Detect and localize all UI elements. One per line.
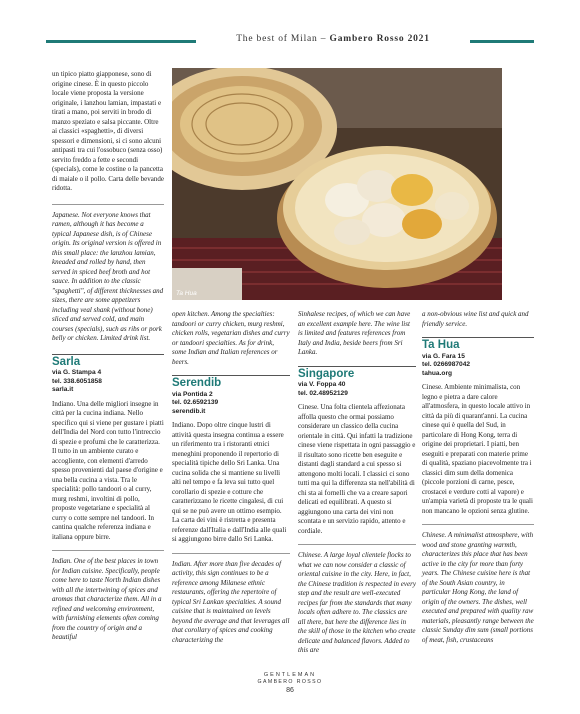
page-number: 86 <box>286 687 294 694</box>
title-rule <box>298 366 416 367</box>
phone: tel. 0266987042 <box>422 361 471 369</box>
restaurant-info <box>52 369 164 395</box>
header-rule-left <box>46 40 196 43</box>
italian-text: Cinese. Ambiente minimalista, con legno e pietra a dare calore all'atmosfera, in questo locale attivo in città da più di quarant'anni. La cucina cinese qui è quella del Sud, in particolare di Hong Kong, terra di origine dei proprietari. I piatti, ben eseguiti e preparati con materie prime di qualità, spaziano piacevolmente tra i classici dim sum della domenica (piccole porzioni di carne, pesce, crostacei e verdure cotti al vapore) e un'ampia varietà di proposte tra le quali non mancano le opzioni senza glutine. <box>422 383 533 515</box>
address: via G. Fara 15 <box>422 352 465 360</box>
phone: tel. 02.48952129 <box>298 389 348 397</box>
photo-caption: Ta Hua <box>176 290 197 297</box>
english-text-continued: a non-obvious wine list and quick and friendly service. <box>422 310 529 328</box>
restaurant-title: Singapore <box>298 367 355 380</box>
restaurant-title: Ta Hua <box>422 339 460 351</box>
header-rule-right <box>470 40 534 43</box>
divider <box>172 553 290 554</box>
footer-logo-line1: GENTLEMAN <box>263 672 317 678</box>
address: via V. Foppa 40 <box>298 381 346 388</box>
english-text: Indian. One of the best places in town for Indian cuisine. Specifically, people come here to taste North Indian dishes with all the intertwining of spices and aromas that characterize them. All in a refined and welcoming environment, with furnishing elements often coming from the country of origin and a beautiful <box>52 557 162 642</box>
website-link[interactable]: serendib.it <box>172 407 206 415</box>
column-1 <box>52 70 164 643</box>
title-rule <box>422 337 534 338</box>
address: via Pontida 2 <box>172 390 213 398</box>
english-text-continued: open kitchen. Among the specialties: tandoori or curry chicken, murg reshmi, chicken rolls, vegetarian dishes and curry or tandoori specialties. As for drink, some Indian and Italian references or beers. <box>172 310 290 366</box>
italian-text: Indiano. Dopo oltre cinque lustri di attività questa insegna continua a essere un riferimento tra i ristoranti etnici meneghini proponendo il repertorio di specialità tipiche dello Sri Lanka. Una cucina solida che si mantiene su livelli alti nel tempo e fa leva sui tutto quel corollario di spezie e cotture che caratterizzano le ricette cingalesi, di cui qui se ne può avere un ottimo esempio. La carta dei vini è ristretta e presenta referenze dall'Italia e dall'India alle quali si aggiungono birre dallo Sri Lanka. <box>172 421 287 544</box>
footer-logo-line2: GAMBERO ROSSO <box>257 679 323 685</box>
divider <box>422 524 534 525</box>
dim-sum-photo <box>172 68 502 300</box>
address: via G. Stampa 4 <box>52 369 102 376</box>
header-title: The best of Milan – Gambero Rosso 2021 <box>236 34 430 44</box>
restaurant-title: Serendib <box>172 377 222 389</box>
page-header <box>46 34 534 48</box>
website-link[interactable]: tahua.org <box>422 369 453 377</box>
title-rule <box>172 375 290 376</box>
divider <box>298 544 416 545</box>
column-3 <box>298 310 416 656</box>
column-2 <box>172 310 290 645</box>
website-link[interactable]: sarla.it <box>52 386 74 394</box>
italian-text: Cinese. Una folta clientela affezionata affolla questo che ormai possiamo considerare un classico della cucina orientale in città. Qui infatti la tradizione cinese viene rispettata in ogni passaggio e il risultato sono ricette ben eseguite e distanti dagli standard a cui spesso si attengono molti locali. I classici ci sono tutti ma qui la differenza sta nell'abilità di chi sta ai fornelli che va a creare sapori delicati ed equilibrati. A questo si aggiungono una carta dei vini non scontata e un servizio rapido, attento e cordiale. <box>298 403 416 535</box>
restaurant-info <box>172 391 290 417</box>
english-text: Indian. After more than five decades of activity, this sign continues to be a reference among Milanese ethnic restaurants, offering the repertoire of typical Sri Lankan specialties. A sound cuisine that is maintained on levels beyond the average and that leverages all that corollary of spices and cooking characterizing the <box>172 559 290 644</box>
intro-english-text: Japanese. Not everyone knows that ramen, although it has become a typical Japanese dish, is of Chinese origin. Its original version is offered in this small place: the lanzhou lamian, kneaded and rolled by hand, then served in spiced beef broth and hot sauce. In addition to the classic "spaghetti", of different thicknesses and sizes, there are some appetizers including veal shank (without bone) sliced and served cold, and main courses (specials), such as ribs or pork belly or chicken. Limited drink list. <box>52 210 164 342</box>
restaurant-info <box>422 353 534 379</box>
title-rule <box>52 354 164 355</box>
english-text-continued: Sinhalese recipes, of which we can have an excellent example here. The wine list is limited and features references from Italy and India, beside beers from Sri Lanka. <box>298 310 411 356</box>
restaurant-info <box>298 381 416 398</box>
divider <box>52 550 164 551</box>
restaurant-title: Sarla <box>52 355 81 368</box>
steamer-basket-image <box>172 68 502 300</box>
page-footer <box>0 672 580 694</box>
phone: tel. 02.6592139 <box>172 399 219 407</box>
column-4 <box>422 310 534 645</box>
divider <box>52 204 164 205</box>
english-text: Chinese. A large loyal clientele flocks to what we can now consider a classic of oriental cuisine in the city. Here, in fact, the Chinese tradition is respected in every step and the result are well-executed recipes far from the standards that many locals often adhere to. The classics are all there, but here the difference lies in the skill of those in the kitchen who create delicate and balanced flavors. Added to this are <box>298 551 416 655</box>
italian-text: Indiano. Una delle migliori insegne in città per la cucina indiana. Nello specifico qui si viene per gustare i piatti dell'India del Nord con tutto l'intreccio di spezie e profumi che le caratterizza. Il tutto in un ambiente curato e accogliente, con elementi d'arredo spesso provenienti dal paese d'origine e una bella cucina a vista. Tra le specialità: pollo tandoori o al curry, murg reshmi, involtini di pollo, proposte vegetariane e specialità al curry o cotte sempre nel tandoori. In cantina qualche referenza indiana e italiana oppure birre. <box>52 399 164 541</box>
intro-italian-text: un tipico piatto giapponese, sono di origine cinese. È in questo piccolo locale viene proposta la versione originale, i lanzhou lamian, impastati e tirati a mano, poi serviti in brodo di manzo speziato e salsa piccante. Oltre ai classici «spaghetti», di diversi spessori e dimensioni, si ci sono alcuni antipasti tra cui l'ossobuco (senza osso) servito freddo a fette e secondi (specials), come le costine o la pancetta di maiale o il pollo. Carta delle bevande ridotta. <box>52 70 164 192</box>
english-text: Chinese. A minimalist atmosphere, with wood and stone granting warmth, characterizes this place that has been active in the city for more than forty years. The Chinese cuisine here is that of the South Asian country, in particular Hong Kong, the land of origin of the owners. The dishes, well executed and prepared with quality raw materials, pleasantly range between the classic Sunday dim sum (small portions of meat, fish, crustaceans <box>422 531 534 644</box>
phone: tel. 338.6051858 <box>52 377 102 385</box>
